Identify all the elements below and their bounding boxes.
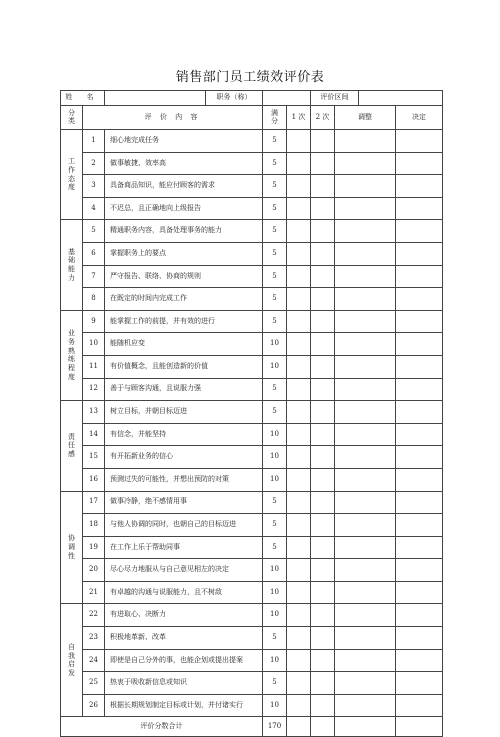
full-score: 10 [263, 581, 287, 604]
full-score: 5 [263, 514, 287, 537]
second-eval-cell[interactable] [311, 401, 335, 424]
item-number: 25 [83, 672, 105, 695]
full-score: 5 [263, 672, 287, 695]
decision-cell[interactable] [396, 627, 443, 650]
first-eval-cell[interactable] [287, 672, 311, 695]
category-cell: 协调性 [61, 491, 83, 604]
table-row [61, 491, 443, 514]
item-number: 16 [83, 468, 105, 491]
first-eval-cell[interactable] [287, 649, 311, 672]
full-score: 10 [263, 446, 287, 469]
first-eval-cell[interactable] [287, 468, 311, 491]
adjust-cell[interactable] [335, 355, 396, 378]
item-text: 能随机应变 [105, 333, 263, 356]
adjust-cell[interactable] [335, 333, 396, 356]
item-number: 6 [83, 242, 105, 265]
item-text: 善于与顾客沟通，且说服力强 [105, 378, 263, 401]
adjust-cell[interactable] [335, 242, 396, 265]
item-number: 19 [83, 536, 105, 559]
category-cell: 工作态度 [61, 130, 83, 220]
second-eval-cell[interactable] [311, 604, 335, 627]
first-eval-cell[interactable] [287, 627, 311, 650]
first-eval-cell[interactable] [287, 175, 311, 198]
total-second-cell[interactable] [311, 717, 335, 737]
table-row [61, 649, 443, 672]
category-header: 分类 [61, 106, 83, 130]
second-eval-cell[interactable] [311, 559, 335, 582]
adjust-cell[interactable] [335, 672, 396, 695]
name-value-cell[interactable] [105, 91, 206, 106]
item-number: 21 [83, 581, 105, 604]
total-adjust-cell[interactable] [335, 717, 396, 737]
decision-cell[interactable] [396, 446, 443, 469]
table-row [61, 152, 443, 175]
item-number: 15 [83, 446, 105, 469]
decision-cell[interactable] [396, 423, 443, 446]
first-eval-cell[interactable] [287, 581, 311, 604]
first-eval-cell[interactable] [287, 491, 311, 514]
first-eval-cell[interactable] [287, 559, 311, 582]
adjust-cell[interactable] [335, 514, 396, 537]
table-row [61, 468, 443, 491]
decision-cell[interactable] [396, 220, 443, 243]
total-score: 170 [263, 717, 287, 737]
item-number: 20 [83, 559, 105, 582]
table-row [61, 559, 443, 582]
item-text: 有信念，并能坚持 [105, 423, 263, 446]
first-eval-cell[interactable] [287, 355, 311, 378]
item-text: 根据长期规划制定目标或计划，并付诸实行 [105, 694, 263, 717]
second-eval-cell[interactable] [311, 581, 335, 604]
item-number: 26 [83, 694, 105, 717]
full-score: 5 [263, 310, 287, 333]
full-score: 10 [263, 604, 287, 627]
second-eval-cell[interactable] [311, 220, 335, 243]
first-eval-cell[interactable] [287, 152, 311, 175]
decision-cell[interactable] [396, 265, 443, 288]
item-text: 在既定的时间内完成工作 [105, 288, 263, 311]
item-text: 与他人协调的同时，也朝自己的目标迈进 [105, 514, 263, 537]
total-label: 评价分数合计 [61, 717, 263, 737]
decision-cell[interactable] [396, 175, 443, 198]
decision-cell[interactable] [396, 672, 443, 695]
full-score: 5 [263, 491, 287, 514]
first-eval-cell[interactable] [287, 197, 311, 220]
second-eval-cell[interactable] [311, 627, 335, 650]
full-score: 10 [263, 694, 287, 717]
table-row [61, 130, 443, 153]
adjust-cell[interactable] [335, 310, 396, 333]
table-row [61, 288, 443, 311]
adjust-cell[interactable] [335, 559, 396, 582]
first-eval-cell[interactable] [287, 446, 311, 469]
first-eval-cell[interactable] [287, 130, 311, 153]
full-score: 10 [263, 649, 287, 672]
second-eval-cell[interactable] [311, 242, 335, 265]
total-row [61, 717, 443, 737]
full-score: 5 [263, 197, 287, 220]
second-eval-cell[interactable] [311, 649, 335, 672]
first-eval-cell[interactable] [287, 514, 311, 537]
second-eval-cell[interactable] [311, 130, 335, 153]
table-row [61, 581, 443, 604]
item-text: 具备商品知识，能应付顾客的需求 [105, 175, 263, 198]
decision-cell[interactable] [396, 559, 443, 582]
second-eval-cell[interactable] [311, 694, 335, 717]
second-eval-cell[interactable] [311, 355, 335, 378]
decision-cell[interactable] [396, 310, 443, 333]
adjust-cell[interactable] [335, 423, 396, 446]
total-first-cell[interactable] [287, 717, 311, 737]
full-score: 5 [263, 401, 287, 424]
adjust-cell[interactable] [335, 152, 396, 175]
item-text: 在工作上乐于帮助同事 [105, 536, 263, 559]
second-eval-cell[interactable] [311, 288, 335, 311]
item-text: 积极地革新、改革 [105, 627, 263, 650]
adjust-cell[interactable] [335, 401, 396, 424]
item-text: 预测过失的可能性，并想出预防的对策 [105, 468, 263, 491]
period-value-cell[interactable] [359, 91, 443, 106]
first-eval-cell[interactable] [287, 694, 311, 717]
total-decision-cell[interactable] [396, 717, 443, 737]
item-text: 能掌握工作的前提，并有效的进行 [105, 310, 263, 333]
first-eval-cell[interactable] [287, 378, 311, 401]
adjust-cell[interactable] [335, 649, 396, 672]
category-cell: 自我启发 [61, 604, 83, 717]
item-number: 14 [83, 423, 105, 446]
full-score: 10 [263, 559, 287, 582]
full-score: 10 [263, 423, 287, 446]
full-score: 10 [263, 333, 287, 356]
table-row [61, 672, 443, 695]
item-number: 9 [83, 310, 105, 333]
decision-cell[interactable] [396, 536, 443, 559]
second-eval-header: 2 次 [311, 106, 335, 130]
category-cell: 责任感 [61, 401, 83, 491]
item-text: 做事冷静，绝不感情用事 [105, 491, 263, 514]
full-score: 5 [263, 627, 287, 650]
adjust-cell[interactable] [335, 581, 396, 604]
full-score: 5 [263, 536, 287, 559]
table-row [61, 604, 443, 627]
decision-cell[interactable] [396, 401, 443, 424]
table-row [61, 310, 443, 333]
full-score: 5 [263, 220, 287, 243]
adjust-cell[interactable] [335, 491, 396, 514]
decision-cell[interactable] [396, 514, 443, 537]
first-eval-cell[interactable] [287, 333, 311, 356]
decision-cell[interactable] [396, 378, 443, 401]
second-eval-cell[interactable] [311, 423, 335, 446]
second-eval-cell[interactable] [311, 491, 335, 514]
item-number: 4 [83, 197, 105, 220]
decision-cell[interactable] [396, 130, 443, 153]
decision-cell[interactable] [396, 491, 443, 514]
item-number: 22 [83, 604, 105, 627]
table-row [61, 355, 443, 378]
decision-cell[interactable] [396, 197, 443, 220]
item-text: 不迟总，且正确地向上级报告 [105, 197, 263, 220]
table-row [61, 333, 443, 356]
decision-cell[interactable] [396, 152, 443, 175]
decision-cell[interactable] [396, 468, 443, 491]
first-eval-cell[interactable] [287, 220, 311, 243]
item-number: 11 [83, 355, 105, 378]
item-number: 3 [83, 175, 105, 198]
second-eval-cell[interactable] [311, 514, 335, 537]
item-number: 1 [83, 130, 105, 153]
second-eval-cell[interactable] [311, 536, 335, 559]
table-row [61, 694, 443, 717]
adjust-cell[interactable] [335, 378, 396, 401]
decision-cell[interactable] [396, 649, 443, 672]
table-row [61, 378, 443, 401]
adjust-cell[interactable] [335, 604, 396, 627]
item-number: 8 [83, 288, 105, 311]
category-cell: 业务熟练程度 [61, 310, 83, 400]
item-text: 有价值概念，且能创造新的价值 [105, 355, 263, 378]
first-eval-cell[interactable] [287, 401, 311, 424]
full-score: 5 [263, 265, 287, 288]
item-text: 有进取心、决断力 [105, 604, 263, 627]
second-eval-cell[interactable] [311, 152, 335, 175]
second-eval-cell[interactable] [311, 468, 335, 491]
position-value-cell[interactable] [263, 91, 311, 106]
item-text: 热衷于吸收新信息或知识 [105, 672, 263, 695]
adjust-cell[interactable] [335, 468, 396, 491]
item-text: 尽心尽力地服从与自己意见相左的决定 [105, 559, 263, 582]
adjust-cell[interactable] [335, 627, 396, 650]
second-eval-cell[interactable] [311, 378, 335, 401]
item-text: 精通职务内容，具备处理事务的能力 [105, 220, 263, 243]
table-row [61, 401, 443, 424]
position-label: 职务（称） [206, 91, 263, 106]
first-eval-cell[interactable] [287, 423, 311, 446]
full-score: 5 [263, 242, 287, 265]
item-text: 做事敏捷、效率高 [105, 152, 263, 175]
full-score: 5 [263, 175, 287, 198]
first-eval-cell[interactable] [287, 242, 311, 265]
decision-header: 决定 [396, 106, 443, 130]
second-eval-cell[interactable] [311, 333, 335, 356]
table-row [61, 627, 443, 650]
decision-cell[interactable] [396, 581, 443, 604]
first-eval-cell[interactable] [287, 265, 311, 288]
adjust-cell[interactable] [335, 197, 396, 220]
content-header: 评 价 内 容 [83, 106, 263, 130]
decision-cell[interactable] [396, 355, 443, 378]
item-text: 有开拓新业务的信心 [105, 446, 263, 469]
table-row [61, 242, 443, 265]
full-score: 5 [263, 130, 287, 153]
item-text: 有卓越的沟通与说服能力，且不树敌 [105, 581, 263, 604]
item-text: 即使是自己分外的事，也能企划或提出提案 [105, 649, 263, 672]
second-eval-cell[interactable] [311, 672, 335, 695]
item-number: 17 [83, 491, 105, 514]
item-number: 7 [83, 265, 105, 288]
first-eval-cell[interactable] [287, 536, 311, 559]
second-eval-cell[interactable] [311, 175, 335, 198]
item-number: 18 [83, 514, 105, 537]
decision-cell[interactable] [396, 604, 443, 627]
table-row [61, 175, 443, 198]
full-score: 10 [263, 355, 287, 378]
full-score: 5 [263, 378, 287, 401]
adjust-cell[interactable] [335, 694, 396, 717]
item-number: 23 [83, 627, 105, 650]
item-number: 12 [83, 378, 105, 401]
period-label: 评价区间 [311, 91, 359, 106]
item-number: 5 [83, 220, 105, 243]
header-row [61, 106, 443, 130]
first-eval-cell[interactable] [287, 288, 311, 311]
adjust-cell[interactable] [335, 130, 396, 153]
first-eval-cell[interactable] [287, 604, 311, 627]
table-row [61, 446, 443, 469]
table-row [61, 265, 443, 288]
adjust-cell[interactable] [335, 175, 396, 198]
second-eval-cell[interactable] [311, 446, 335, 469]
table-row [61, 197, 443, 220]
adjust-cell[interactable] [335, 288, 396, 311]
decision-cell[interactable] [396, 694, 443, 717]
item-number: 2 [83, 152, 105, 175]
table-row [61, 514, 443, 537]
table-row [61, 423, 443, 446]
first-eval-cell[interactable] [287, 310, 311, 333]
adjust-cell[interactable] [335, 446, 396, 469]
adjust-cell[interactable] [335, 265, 396, 288]
table-row [61, 536, 443, 559]
first-eval-header: 1 次 [287, 106, 311, 130]
item-number: 24 [83, 649, 105, 672]
item-number: 13 [83, 401, 105, 424]
evaluation-table [60, 90, 443, 737]
adjust-cell[interactable] [335, 536, 396, 559]
full-score: 10 [263, 468, 287, 491]
adjust-cell[interactable] [335, 220, 396, 243]
table-row [61, 220, 443, 243]
item-text: 严守报告、联络、协商的规则 [105, 265, 263, 288]
second-eval-cell[interactable] [311, 265, 335, 288]
name-label: 姓 名 [61, 91, 105, 106]
full-score: 5 [263, 152, 287, 175]
second-eval-cell[interactable] [311, 310, 335, 333]
adjust-header: 调整 [335, 106, 396, 130]
item-text: 细心地完成任务 [105, 130, 263, 153]
decision-cell[interactable] [396, 333, 443, 356]
second-eval-cell[interactable] [311, 197, 335, 220]
item-text: 树立目标，并朝目标迈进 [105, 401, 263, 424]
item-number: 10 [83, 333, 105, 356]
decision-cell[interactable] [396, 242, 443, 265]
page-title: 销售部门员工绩效评价表 [175, 70, 325, 85]
full-score-header: 满分 [263, 106, 287, 130]
category-cell: 基础能力 [61, 220, 83, 310]
full-score: 5 [263, 288, 287, 311]
item-text: 掌握职务上的要点 [105, 242, 263, 265]
decision-cell[interactable] [396, 288, 443, 311]
info-row [61, 91, 443, 106]
